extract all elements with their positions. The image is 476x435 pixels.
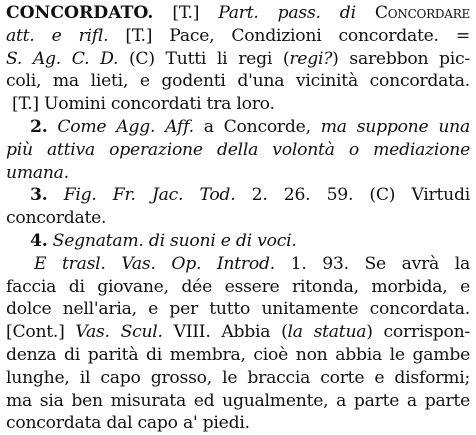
italic-run: Vas. Scul.: [75, 322, 163, 343]
entry-line: [6, 253, 470, 276]
italic-run: S. Ag. C. D.: [6, 48, 119, 69]
entry-line: [6, 25, 470, 48]
entry-line: [6, 70, 470, 93]
italic-run: Come Agg. Aff.: [57, 116, 194, 137]
italic-run: più attiva operazione della volontà o mediazione: [6, 139, 470, 160]
italic-run: E trasl. Vas. Op. Introd.: [34, 253, 275, 274]
text-run: dolce nell'aria, e per tutto unitamente concordata.: [6, 299, 470, 320]
entry-line: [6, 207, 470, 230]
text-run: lunghe, il capo grosso, le braccia corte e disformi;: [6, 367, 470, 388]
text-run: concordata dal capo a' piedi.: [6, 413, 250, 434]
text-run: a Concorde,: [193, 116, 321, 137]
entry-line: [6, 344, 470, 367]
text-run: VIII. Abbia (: [162, 322, 288, 343]
italic-run: la statua: [287, 322, 367, 343]
text-run: 1. 93. Se avrà la: [274, 253, 470, 274]
dictionary-entry-concordato: [6, 2, 470, 435]
text-run: [47, 185, 63, 205]
text-run: 2. 26. 59. (C) Virtudi: [235, 185, 470, 206]
entry-line: [6, 298, 470, 321]
headword: CONCORDATO.: [6, 3, 154, 23]
sense-number: 2.: [30, 116, 48, 137]
entry-line: [6, 93, 470, 116]
text-run: ma sia ben misurata ed ugualmente, a parte a parte: [6, 390, 470, 411]
text-run: ) sarebbon pic-: [332, 48, 470, 69]
entry-line: [6, 116, 470, 139]
italic-run: att. e rifl.: [6, 25, 109, 46]
entry-line: [6, 2, 470, 25]
text-run: [Cont.]: [6, 322, 76, 343]
entry-line: [6, 184, 470, 207]
sense-number: 4.: [30, 230, 48, 251]
text-run: concordate.: [6, 208, 107, 229]
entry-line: [6, 367, 470, 390]
entry-line: [6, 412, 470, 435]
text-run: (C) Tutti li regi (: [118, 48, 290, 69]
italic-run: regi?: [289, 48, 333, 69]
entry-line: [6, 48, 470, 71]
text-run: ) corrispon-: [366, 322, 470, 343]
small-caps-run: Concordare: [374, 3, 470, 23]
entry-line: [6, 139, 470, 162]
text-run: [T.] Pace, Condizioni concordate. =: [108, 25, 470, 46]
italic-run: umana.: [6, 162, 69, 183]
text-run: faccia di giovane, dée essere ritonda, morbida, e: [6, 276, 470, 297]
text-run: [T.]: [153, 3, 219, 23]
italic-run: Segnatam. di suoni e di voci.: [52, 230, 297, 251]
text-run: denza di parità di membra, cioè non abbia le gambe: [6, 344, 470, 365]
entry-line: [6, 321, 470, 344]
italic-run: Part. pass. di: [218, 3, 375, 23]
sense-number: 3.: [30, 185, 48, 206]
entry-line: [6, 162, 470, 185]
text-run: [47, 117, 57, 137]
entry-line: [6, 276, 470, 299]
italic-run: Fig. Fr. Jac. Tod.: [63, 185, 236, 206]
text-run: [T.] Uomini concordati tra loro.: [12, 94, 275, 115]
italic-run: ma suppone una: [320, 116, 470, 137]
entry-line: [6, 230, 470, 253]
text-run: coli, ma lieti, e godenti d'una vicinità concordata.: [6, 71, 470, 92]
